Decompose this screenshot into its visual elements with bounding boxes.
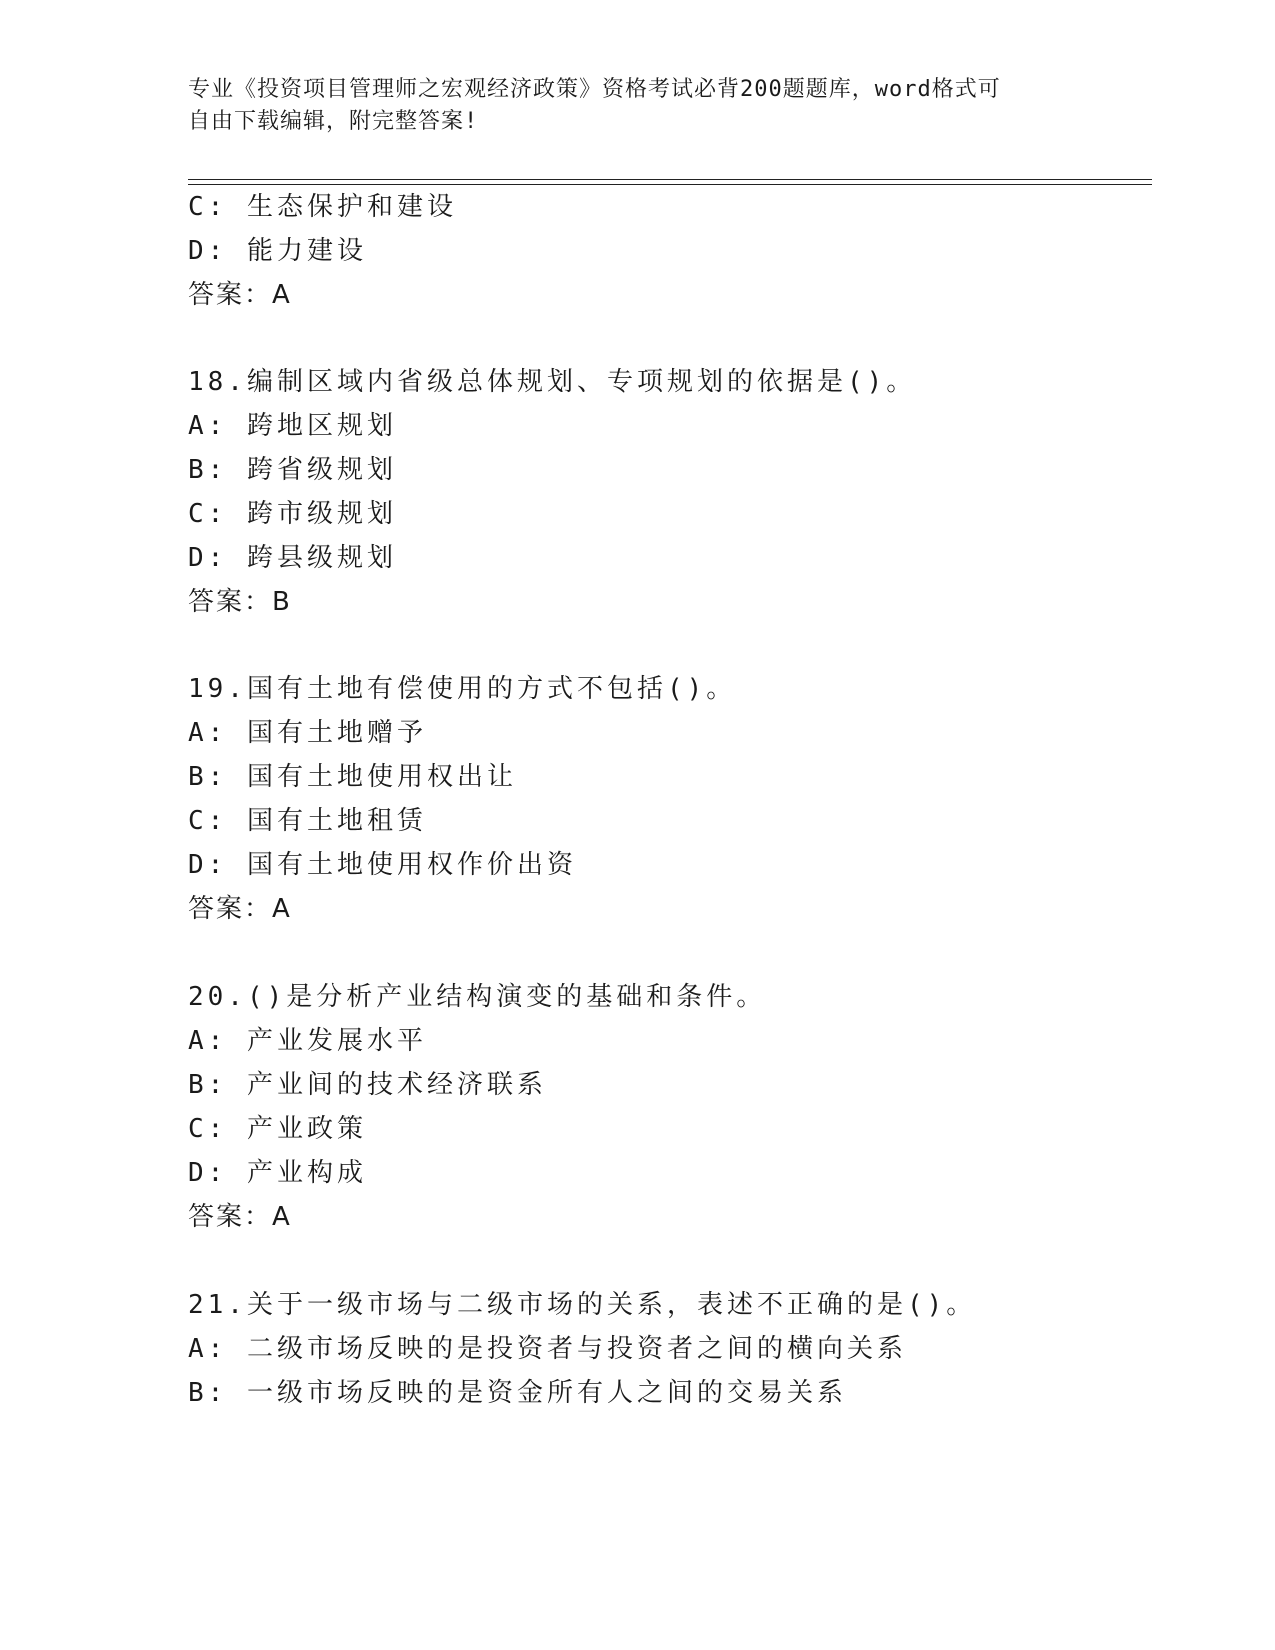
q17-option-d: D: 能力建设 <box>188 236 367 266</box>
document-header: 专业《投资项目管理师之宏观经济政策》资格考试必背200题题库，word格式可 自由下载编辑，附完整答案! <box>188 77 1001 134</box>
q18-option-c: C: 跨市级规划 <box>188 499 397 529</box>
q19-option-a: A: 国有土地赠予 <box>188 718 427 748</box>
q19-option-d: D: 国有土地使用权作价出资 <box>188 850 577 880</box>
q20-question: 20.()是分析产业结构演变的基础和条件。 <box>188 982 767 1012</box>
q21-option-b: B: 一级市场反映的是资金所有人之间的交易关系 <box>188 1378 847 1408</box>
q18-option-a: A: 跨地区规划 <box>188 411 397 441</box>
header-divider <box>188 179 1152 180</box>
q19-answer: 答案：A <box>188 894 292 924</box>
q19-option-c: C: 国有土地租赁 <box>188 806 427 836</box>
q19-question: 19.国有土地有偿使用的方式不包括()。 <box>188 674 737 704</box>
q17-answer: 答案：A <box>188 280 292 310</box>
q21-question: 21.关于一级市场与二级市场的关系，表述不正确的是()。 <box>188 1290 977 1320</box>
q20-option-d: D: 产业构成 <box>188 1158 367 1188</box>
q20-option-c: C: 产业政策 <box>188 1114 367 1144</box>
q18-question: 18.编制区域内省级总体规划、专项规划的依据是()。 <box>188 367 917 397</box>
q19-option-b: B: 国有土地使用权出让 <box>188 762 517 792</box>
q18-answer: 答案：B <box>188 587 292 617</box>
q18-option-d: D: 跨县级规划 <box>188 543 397 573</box>
q20-answer: 答案：A <box>188 1202 292 1232</box>
q17-option-c: C: 生态保护和建设 <box>188 192 457 222</box>
q21-option-a: A: 二级市场反映的是投资者与投资者之间的横向关系 <box>188 1334 907 1364</box>
q18-option-b: B: 跨省级规划 <box>188 455 397 485</box>
header-divider-second <box>188 184 1152 185</box>
q20-option-b: B: 产业间的技术经济联系 <box>188 1070 547 1100</box>
q20-option-a: A: 产业发展水平 <box>188 1026 427 1056</box>
